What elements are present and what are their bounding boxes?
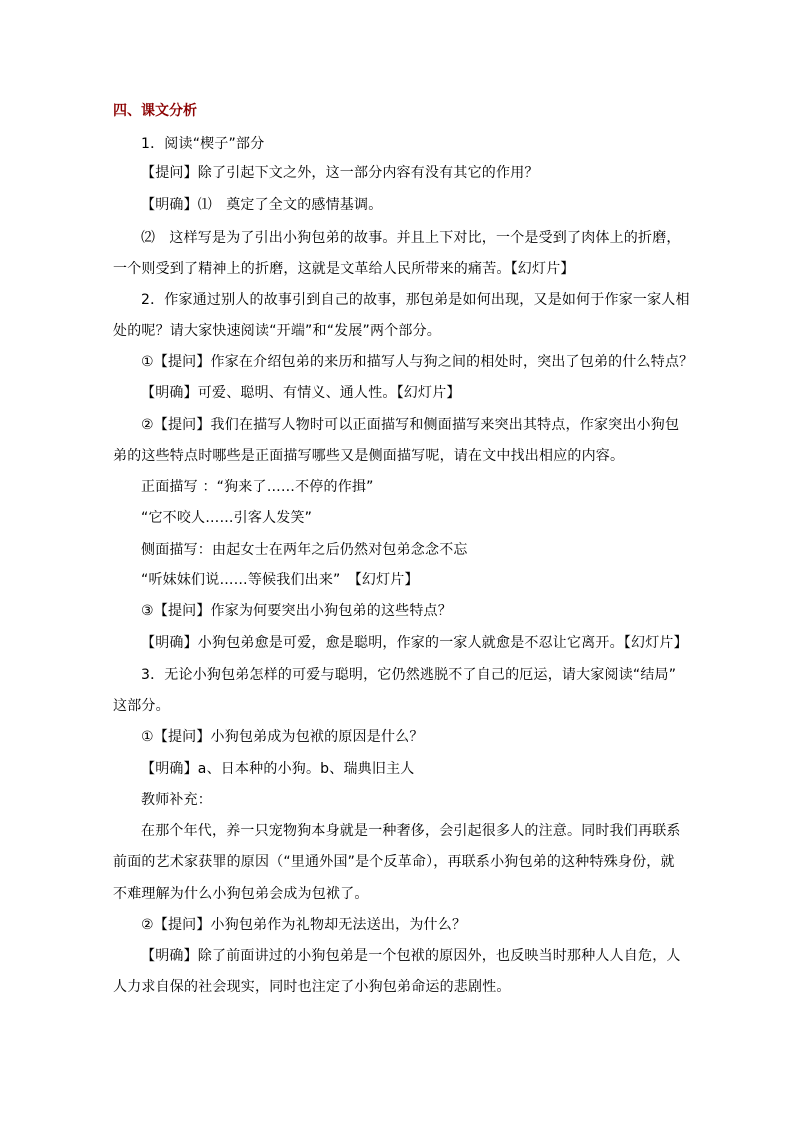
- text-line: 弟的这些特点时哪些是正面描写哪些又是侧面描写呢，请在文中找出相应的内容。: [113, 448, 625, 464]
- text-line: ②【提问】小狗包弟作为礼物却无法送出，为什么？: [141, 917, 467, 933]
- text-line: ①【提问】小狗包弟成为包袱的原因是什么？: [141, 729, 424, 745]
- text-line: 在那个年代，养一只宠物狗本身就是一种奢侈，会引起很多人的注意。同时我们再联系: [141, 823, 681, 839]
- text-line: 处的呢？请大家快速阅读“开端”和“发展”两个部分。: [113, 323, 442, 339]
- text-line: 3．无论小狗包弟怎样的可爱与聪明，它仍然逃脱不了自己的厄运，请大家阅读“结局”: [141, 667, 677, 683]
- text-line: 【明确】小狗包弟愈是可爱，愈是聪明，作家的一家人就愈是不忍让它离开。【幻灯片】: [141, 635, 688, 651]
- text-line: 前面的艺术家获罪的原因（“里通外国”是个反革命），再联系小狗包弟的这种特殊身份，就: [113, 854, 675, 870]
- text-line: 1．阅读“楔子”部分: [141, 136, 265, 152]
- text-line: 人力求自保的社会现实，同时也注定了小狗包弟命运的悲剧性。: [113, 979, 511, 995]
- text-line: ①【提问】作家在介绍包弟的来历和描写人与狗之间的相处时，突出了包弟的什么特点？: [141, 354, 694, 370]
- text-line: 【明确】除了前面讲过的小狗包弟是一个包袱的原因外，也反映当时那种人人自危，人: [141, 948, 681, 964]
- text-line: 一个则受到了精神上的折磨，这就是文革给人民所带来的痛苦。【幻灯片】: [113, 261, 575, 277]
- text-line: 【明确】可爱、聪明、有情义、通人性。【幻灯片】: [141, 385, 461, 401]
- text-line: 【明确】⑴ 奠定了全文的感情基调。: [141, 197, 383, 213]
- text-line: 这部分。: [113, 698, 170, 714]
- text-line: 【明确】a、日本种的小狗。b、瑞典旧主人: [141, 761, 415, 777]
- text-line: 正面描写 ：“狗来了……不停的作揖”: [141, 479, 374, 495]
- text-line: 教师补充：: [141, 792, 212, 808]
- text-line: “听妹妹们说……等候我们出来” 【幻灯片】: [141, 572, 419, 588]
- section-heading: 四、课文分析: [113, 103, 197, 119]
- text-line: ②【提问】我们在描写人物时可以正面描写和侧面描写来突出其特点，作家突出小狗包: [141, 417, 680, 433]
- text-line: 不难理解为什么小狗包弟会成为包袱了。: [113, 886, 369, 902]
- text-line: 侧面描写：由起女士在两年之后仍然对包弟念念不忘: [141, 542, 468, 558]
- text-line: ⑵ 这样写是为了引出小狗包弟的故事。并且上下对比，一个是受到了肉体上的折磨，: [141, 230, 681, 246]
- text-line: 【提问】除了引起下文之外，这一部分内容有没有其它的作用？: [141, 165, 539, 181]
- text-line: “它不咬人……引客人发笑”: [141, 510, 313, 526]
- text-line: ③【提问】作家为何要突出小狗包弟的这些特点？: [141, 603, 452, 619]
- text-line: 2．作家通过别人的故事引到自己的故事，那包弟是如何出现，又是如何于作家一家人相: [141, 292, 690, 308]
